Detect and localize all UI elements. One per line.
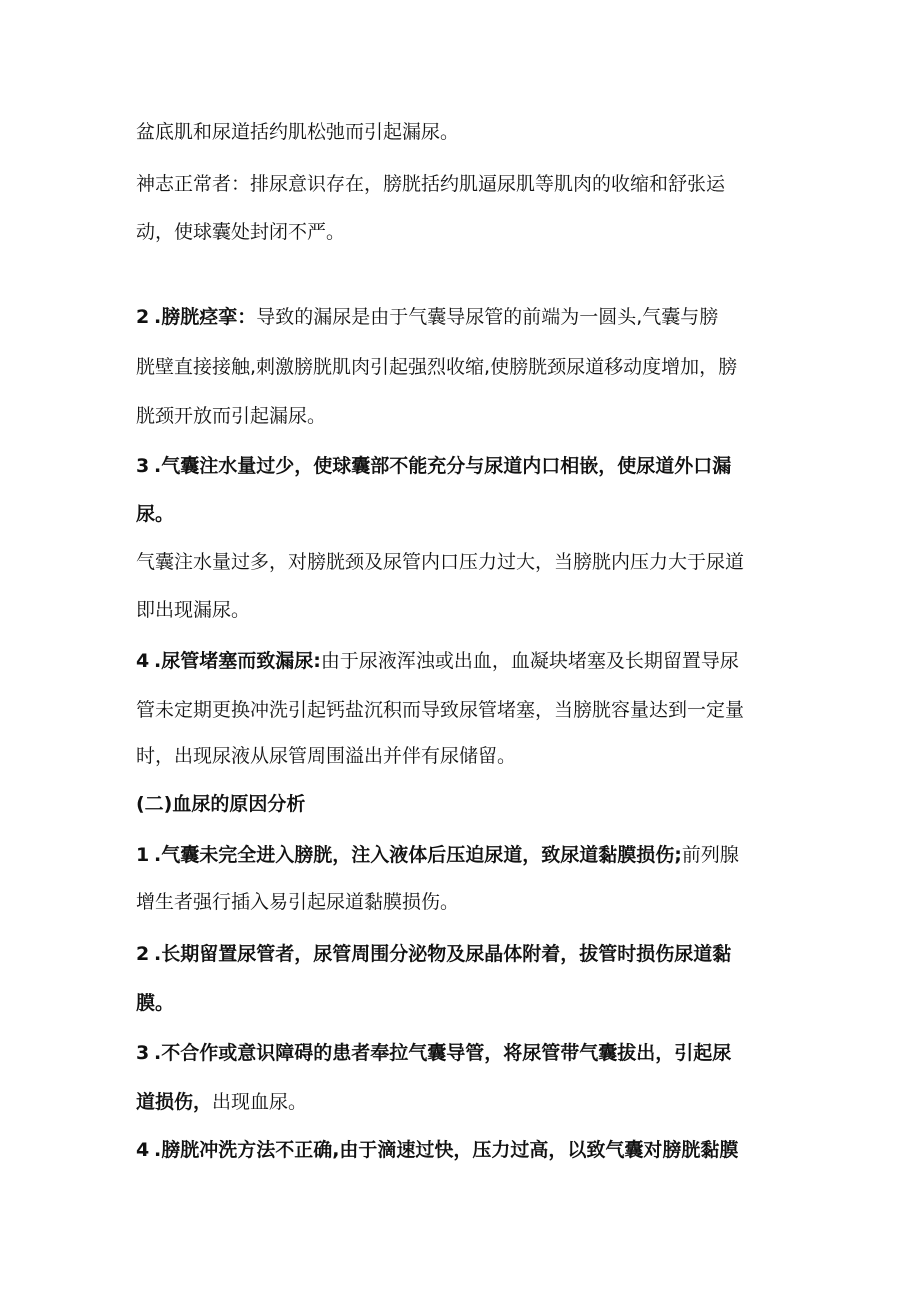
bold-heading: .不合作或意识障碍的患者奉拉气囊导管，将尿管带气囊拔出，引起尿 (154, 1042, 732, 1064)
text-line (136, 219, 796, 245)
line-text: 前列腺 (681, 844, 739, 866)
text-line (136, 171, 796, 197)
text-line (136, 354, 796, 380)
bold-heading: 膜。 (136, 992, 175, 1014)
bold-heading: (二)血尿的原因分析 (136, 793, 306, 815)
bold-heading: .气囊注水量过少，使球囊部不能充分与尿道内口相嵌，使尿道外口漏 (154, 455, 732, 477)
text-line (136, 501, 796, 527)
list-number: 3 (136, 1042, 150, 1064)
bold-heading: .尿管堵塞而致漏尿: (154, 650, 321, 672)
list-number: 2 (136, 306, 150, 328)
bold-heading: .膀胱冲洗方法不正确,由于滴速过快，压力过高，以致气囊对膀胱黏膜 (154, 1139, 739, 1161)
text-line (136, 1089, 796, 1115)
list-number: 3 (136, 455, 150, 477)
line-text: 时，出现尿液从尿管周围溢出并伴有尿储留。 (136, 745, 517, 767)
line-text: 即出现漏尿。 (136, 599, 251, 621)
bold-heading: 道损伤， (136, 1091, 213, 1113)
line-text: 动，使球囊处封闭不严。 (136, 221, 346, 243)
line-text: 管未定期更换冲洗引起钙盐沉积而导致尿管堵塞，当膀胱容量达到一定量 (136, 699, 745, 721)
section-heading (136, 791, 796, 817)
line-text: 出现血尿。 (212, 1091, 308, 1113)
list-item-heading (136, 941, 796, 967)
text-line (136, 743, 796, 769)
bold-heading: .膀胱痉挛： (154, 306, 257, 328)
line-text: 胱颈开放而引起漏尿。 (136, 405, 327, 427)
list-item-heading (136, 304, 796, 330)
line-text: 胱壁直接接触,刺激膀胱肌肉引起强烈收缩,使膀胱颈尿道移动度增加，膀 (136, 356, 738, 378)
list-item-heading (136, 1137, 796, 1163)
text-line (136, 403, 796, 429)
list-number: 1 (136, 844, 150, 866)
text-line (136, 119, 796, 145)
bold-heading: 尿。 (136, 503, 175, 525)
list-number: 2 (136, 943, 150, 965)
text-line (136, 990, 796, 1016)
text-line (136, 889, 796, 915)
list-number: 4 (136, 650, 150, 672)
list-item-heading (136, 1040, 796, 1066)
line-text: 导致的漏尿是由于气囊导尿管的前端为一圆头,气囊与膀 (256, 306, 719, 328)
bold-heading: .长期留置尿管者，尿管周围分泌物及尿晶体附着，拔管时损伤尿道黏 (154, 943, 732, 965)
text-line (136, 597, 796, 623)
line-text: 由于尿液浑浊或出血，血凝块堵塞及长期留置导尿 (320, 650, 739, 672)
text-line (136, 549, 796, 575)
text-line (136, 697, 796, 723)
list-number: 4 (136, 1139, 150, 1161)
line-text: 增生者强行插入易引起尿道黏膜损伤。 (136, 891, 460, 913)
line-text: 盆底肌和尿道括约肌松弛而引起漏尿。 (136, 121, 460, 143)
bold-heading: .气囊未完全进入膀胱，注入液体后压迫尿道，致尿道黏膜损伤; (154, 844, 682, 866)
list-item-heading (136, 842, 796, 868)
line-text: 神志正常者：排尿意识存在，膀胱括约肌逼尿肌等肌肉的收缩和舒张运 (136, 173, 726, 195)
list-item-heading (136, 453, 796, 479)
list-item-heading (136, 648, 796, 674)
line-text: 气囊注水量过多，对膀胱颈及尿管内口压力过大，当膀胱内压力大于尿道 (136, 551, 745, 573)
